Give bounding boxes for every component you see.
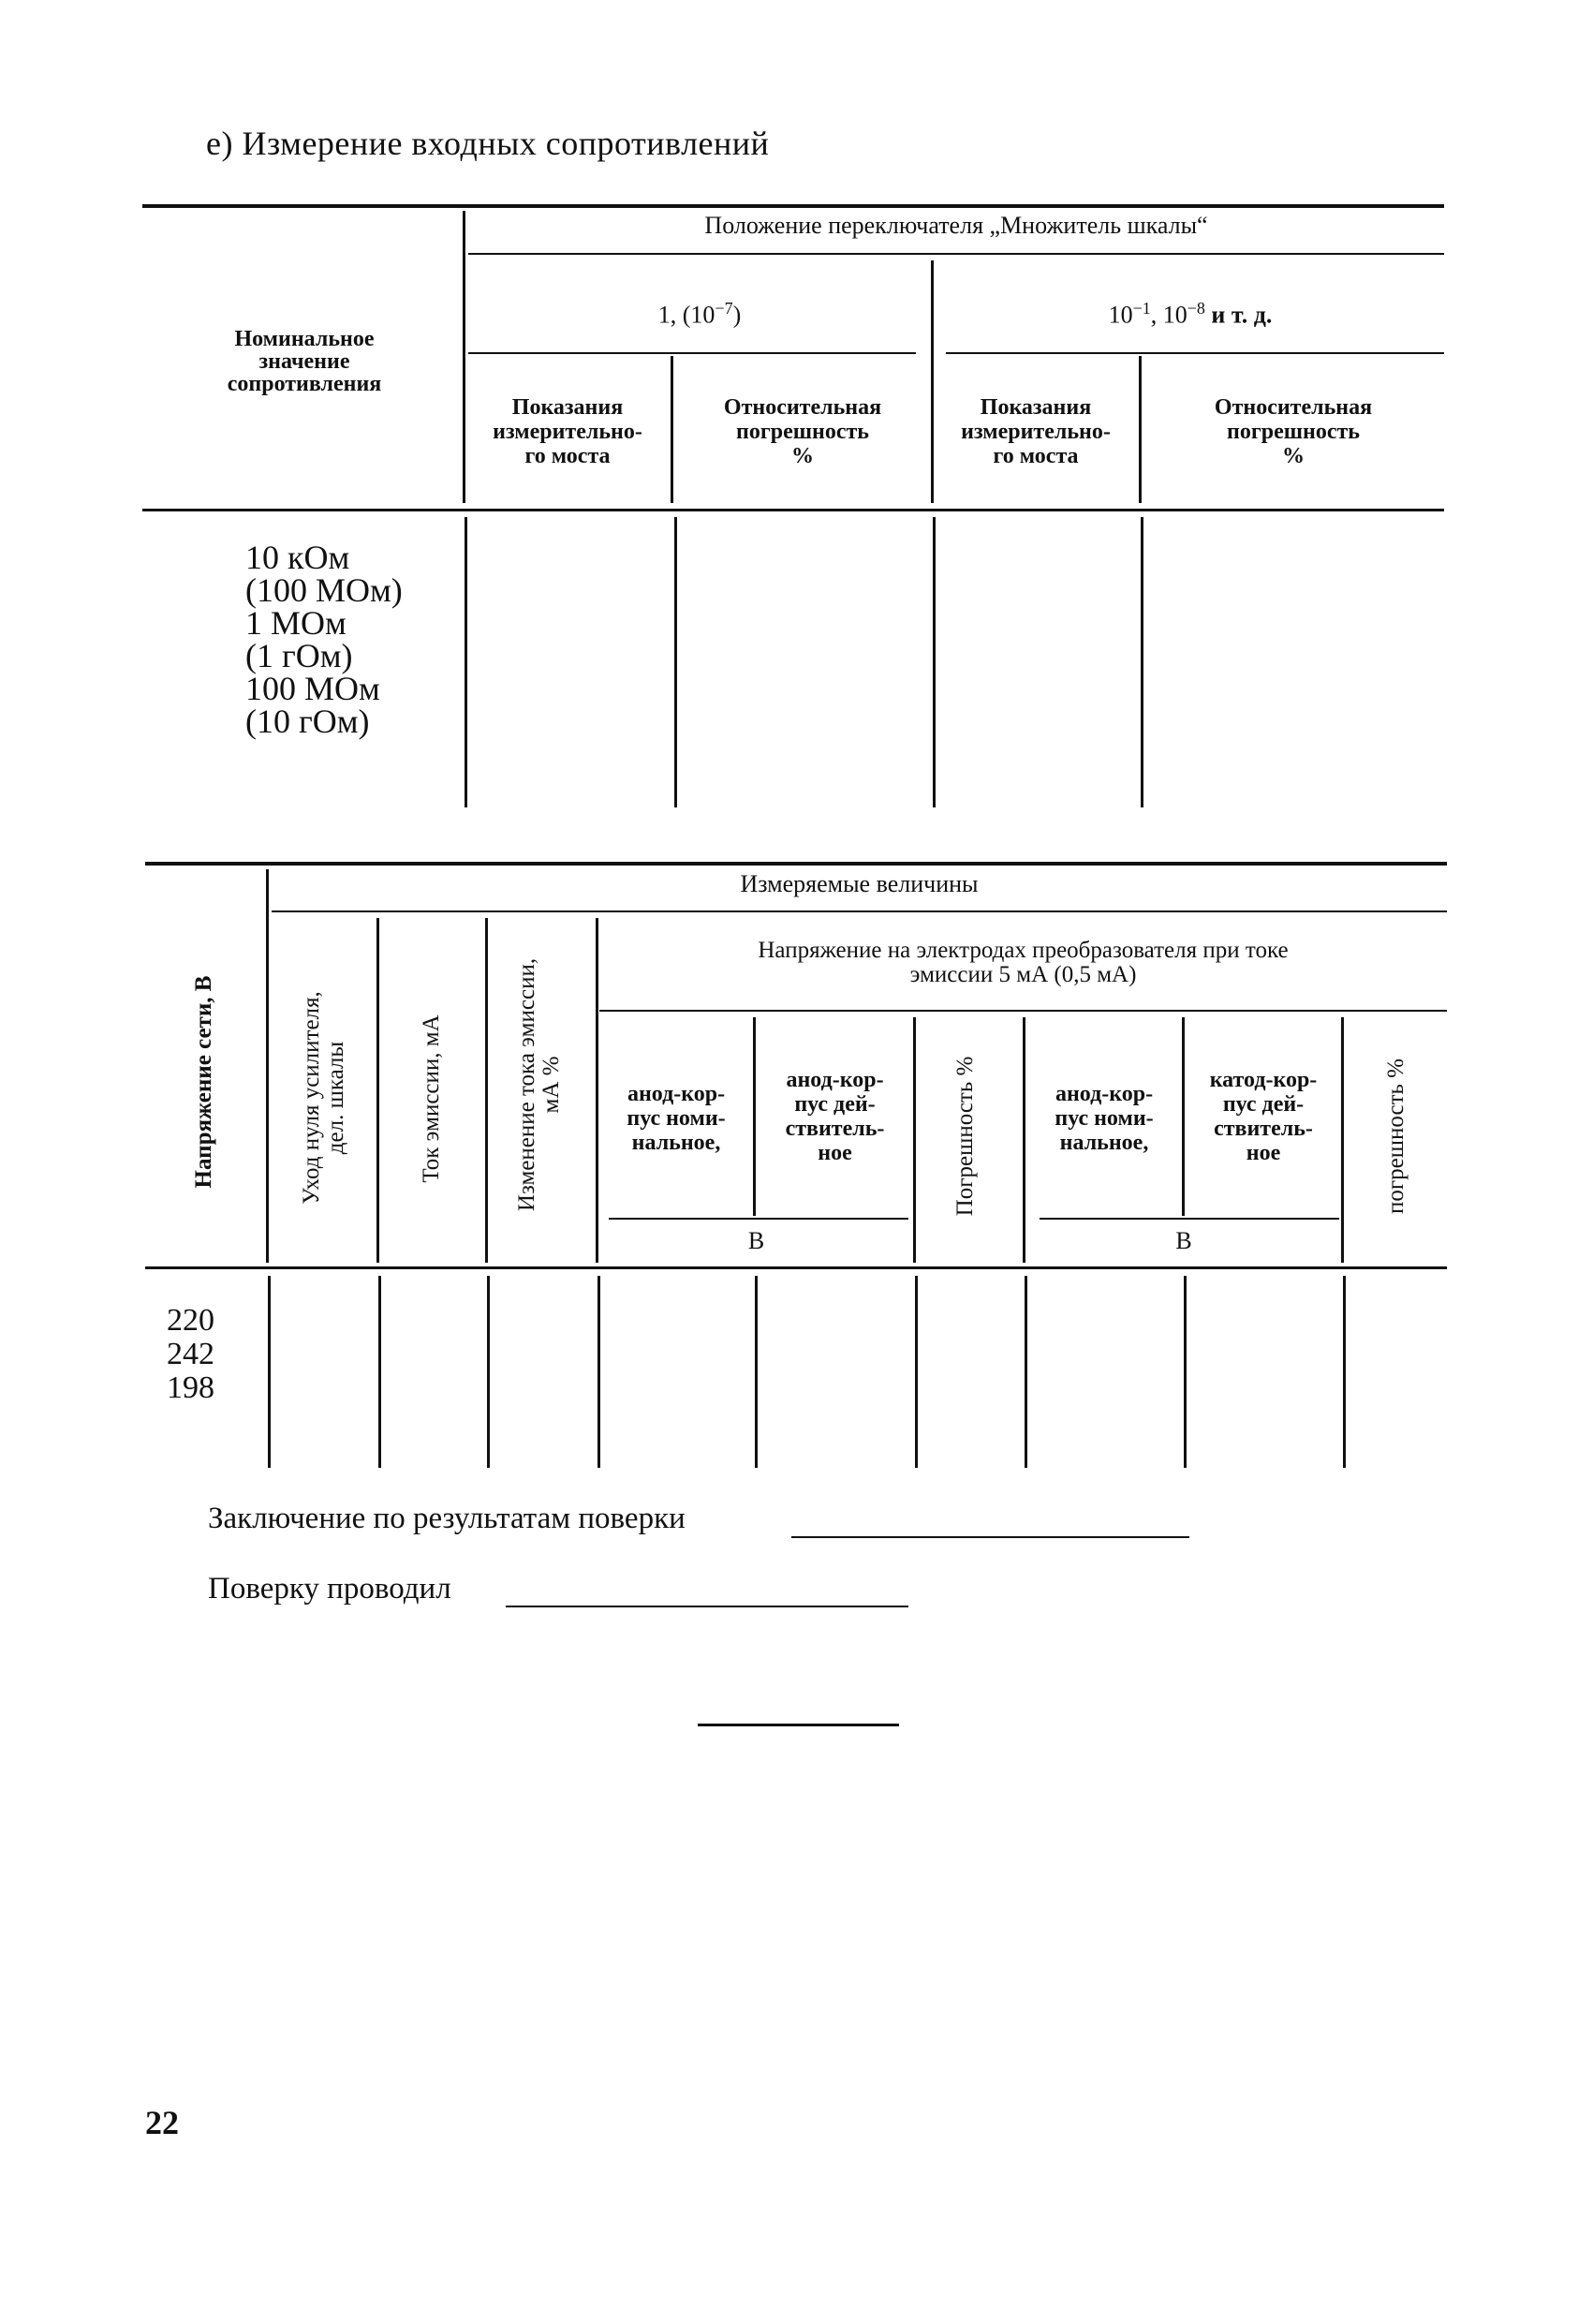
- table2-subcol-cathode-actual: катод-кор- пус дей- ствитель- ное: [1209, 1068, 1318, 1165]
- table1-sub-rule-1: [468, 352, 916, 354]
- table2-vline-5: [753, 1017, 756, 1216]
- table1-col-group-1: 1, $(10^{-7})$: [657, 299, 742, 329]
- table2-subcol-anode-nominal-1: анод-кор- пус номи- нальное,: [627, 1082, 726, 1155]
- performed-by-label: Поверку проводил: [208, 1572, 451, 1606]
- table2-body-vline-1: [268, 1276, 271, 1468]
- table1-subheader-error-2: Относительная погрешность %: [1214, 395, 1373, 468]
- table2-unit-rule-2: [1040, 1218, 1339, 1220]
- table-row: 242: [167, 1337, 214, 1371]
- table2-col-error-2: погрешность %: [1383, 1058, 1409, 1214]
- table2-header-bottom-rule: [145, 1266, 1447, 1269]
- table1-body-vline-2: [674, 517, 677, 807]
- table1-row-header: Номинальное значение сопротивления: [227, 327, 382, 396]
- table-row: 220: [167, 1303, 214, 1338]
- section-heading: е) Измерение входных сопротивлений: [206, 125, 770, 162]
- table1-top-rule: [142, 204, 1444, 208]
- table-row: (100 МОм): [245, 571, 403, 609]
- table2-vline-3: [485, 918, 488, 1263]
- conclusion-label: Заключение по результатам поверки: [208, 1502, 686, 1535]
- table2-vline-4: [596, 918, 598, 1263]
- table2-body-vline-7: [1025, 1276, 1027, 1468]
- table2-body-vline-2: [378, 1276, 381, 1468]
- table1-vline-2: [671, 356, 673, 503]
- table2-col-error-1: Погрешность %: [952, 1056, 978, 1217]
- table2-body-vline-6: [915, 1276, 918, 1468]
- table2-unit-label-2: В: [1175, 1227, 1192, 1254]
- table2-vline-2: [376, 918, 379, 1263]
- table2-col-emission: Ток эмиссии, мА: [419, 1014, 444, 1183]
- table2-body-vline-8: [1184, 1276, 1187, 1468]
- table-row: 1 МОм: [245, 604, 347, 642]
- table-row: 198: [167, 1370, 214, 1405]
- table2-top-rule: [145, 862, 1447, 866]
- table2-group-header: Измеряемые величины: [740, 870, 979, 897]
- table2-col-zero-drift: Уход нуля усилителя, дел. шкалы: [299, 991, 348, 1205]
- table1-subheader-bridge-1: Показания измерительно- го моста: [493, 395, 642, 468]
- table2-voltage-rule: [599, 1010, 1447, 1012]
- table-row: 100 МОм: [245, 670, 380, 707]
- table2-body-vline-5: [755, 1276, 758, 1468]
- table-row: (1 гОм): [245, 637, 353, 674]
- table2-voltage-group-header: Напряжение на электродах преобразователя при токе эмиссии 5 мА (0,5 мА): [758, 938, 1289, 987]
- table1-header-bottom-rule: [142, 509, 1444, 511]
- table1-group-rule: [468, 253, 1444, 255]
- table1-vline-4: [1139, 356, 1142, 503]
- table2-voltage-values: [167, 1304, 214, 1405]
- table-row: 10 кОм: [245, 539, 350, 576]
- table2-vline-9: [1341, 1017, 1344, 1263]
- table1-subheader-bridge-2: Показания измерительно- го моста: [961, 395, 1111, 468]
- table2-vline-8: [1182, 1017, 1185, 1216]
- table1-group-header: Положение переключателя „Множитель шкалы“: [704, 212, 1208, 239]
- table-row: (10 гОм): [245, 703, 370, 740]
- page-number: 22: [145, 2104, 179, 2141]
- table1-body-vline-1: [465, 517, 467, 807]
- table2-group-rule: [272, 910, 1447, 912]
- table2-subcol-anode-nominal-2: анод-кор- пус номи- нальное,: [1055, 1082, 1154, 1155]
- table1-sub-rule-2: [946, 352, 1444, 354]
- table2-subcol-anode-actual: анод-кор- пус дей- ствитель- ное: [785, 1068, 885, 1165]
- table1-nominal-values: [245, 541, 403, 738]
- conclusion-fill-line[interactable]: [791, 1536, 1189, 1538]
- table1-subheader-error-1: Относительная погрешность %: [723, 395, 882, 468]
- table2-body-vline-9: [1343, 1276, 1346, 1468]
- table2-unit-label-1: В: [747, 1227, 765, 1254]
- table1-body-vline-4: [1141, 517, 1143, 807]
- table2-body-vline-3: [487, 1276, 490, 1468]
- performed-by-fill-line[interactable]: [506, 1606, 908, 1607]
- table2-col-emission-change: Изменение тока эмиссии, мА %: [514, 957, 564, 1212]
- table2-row-header: Напряжение сети, В: [191, 975, 216, 1189]
- table1-col-group-2: $10^{-1}$, $10^{-8}$ и т. д.: [1108, 299, 1273, 329]
- table2-unit-rule-1: [609, 1218, 908, 1220]
- table2-vline-6: [913, 1017, 916, 1263]
- end-divider: [698, 1724, 899, 1726]
- table2-vline-1: [266, 869, 269, 1263]
- table1-body-vline-3: [933, 517, 936, 807]
- table2-body-vline-4: [597, 1276, 600, 1468]
- table2-vline-7: [1023, 1017, 1025, 1263]
